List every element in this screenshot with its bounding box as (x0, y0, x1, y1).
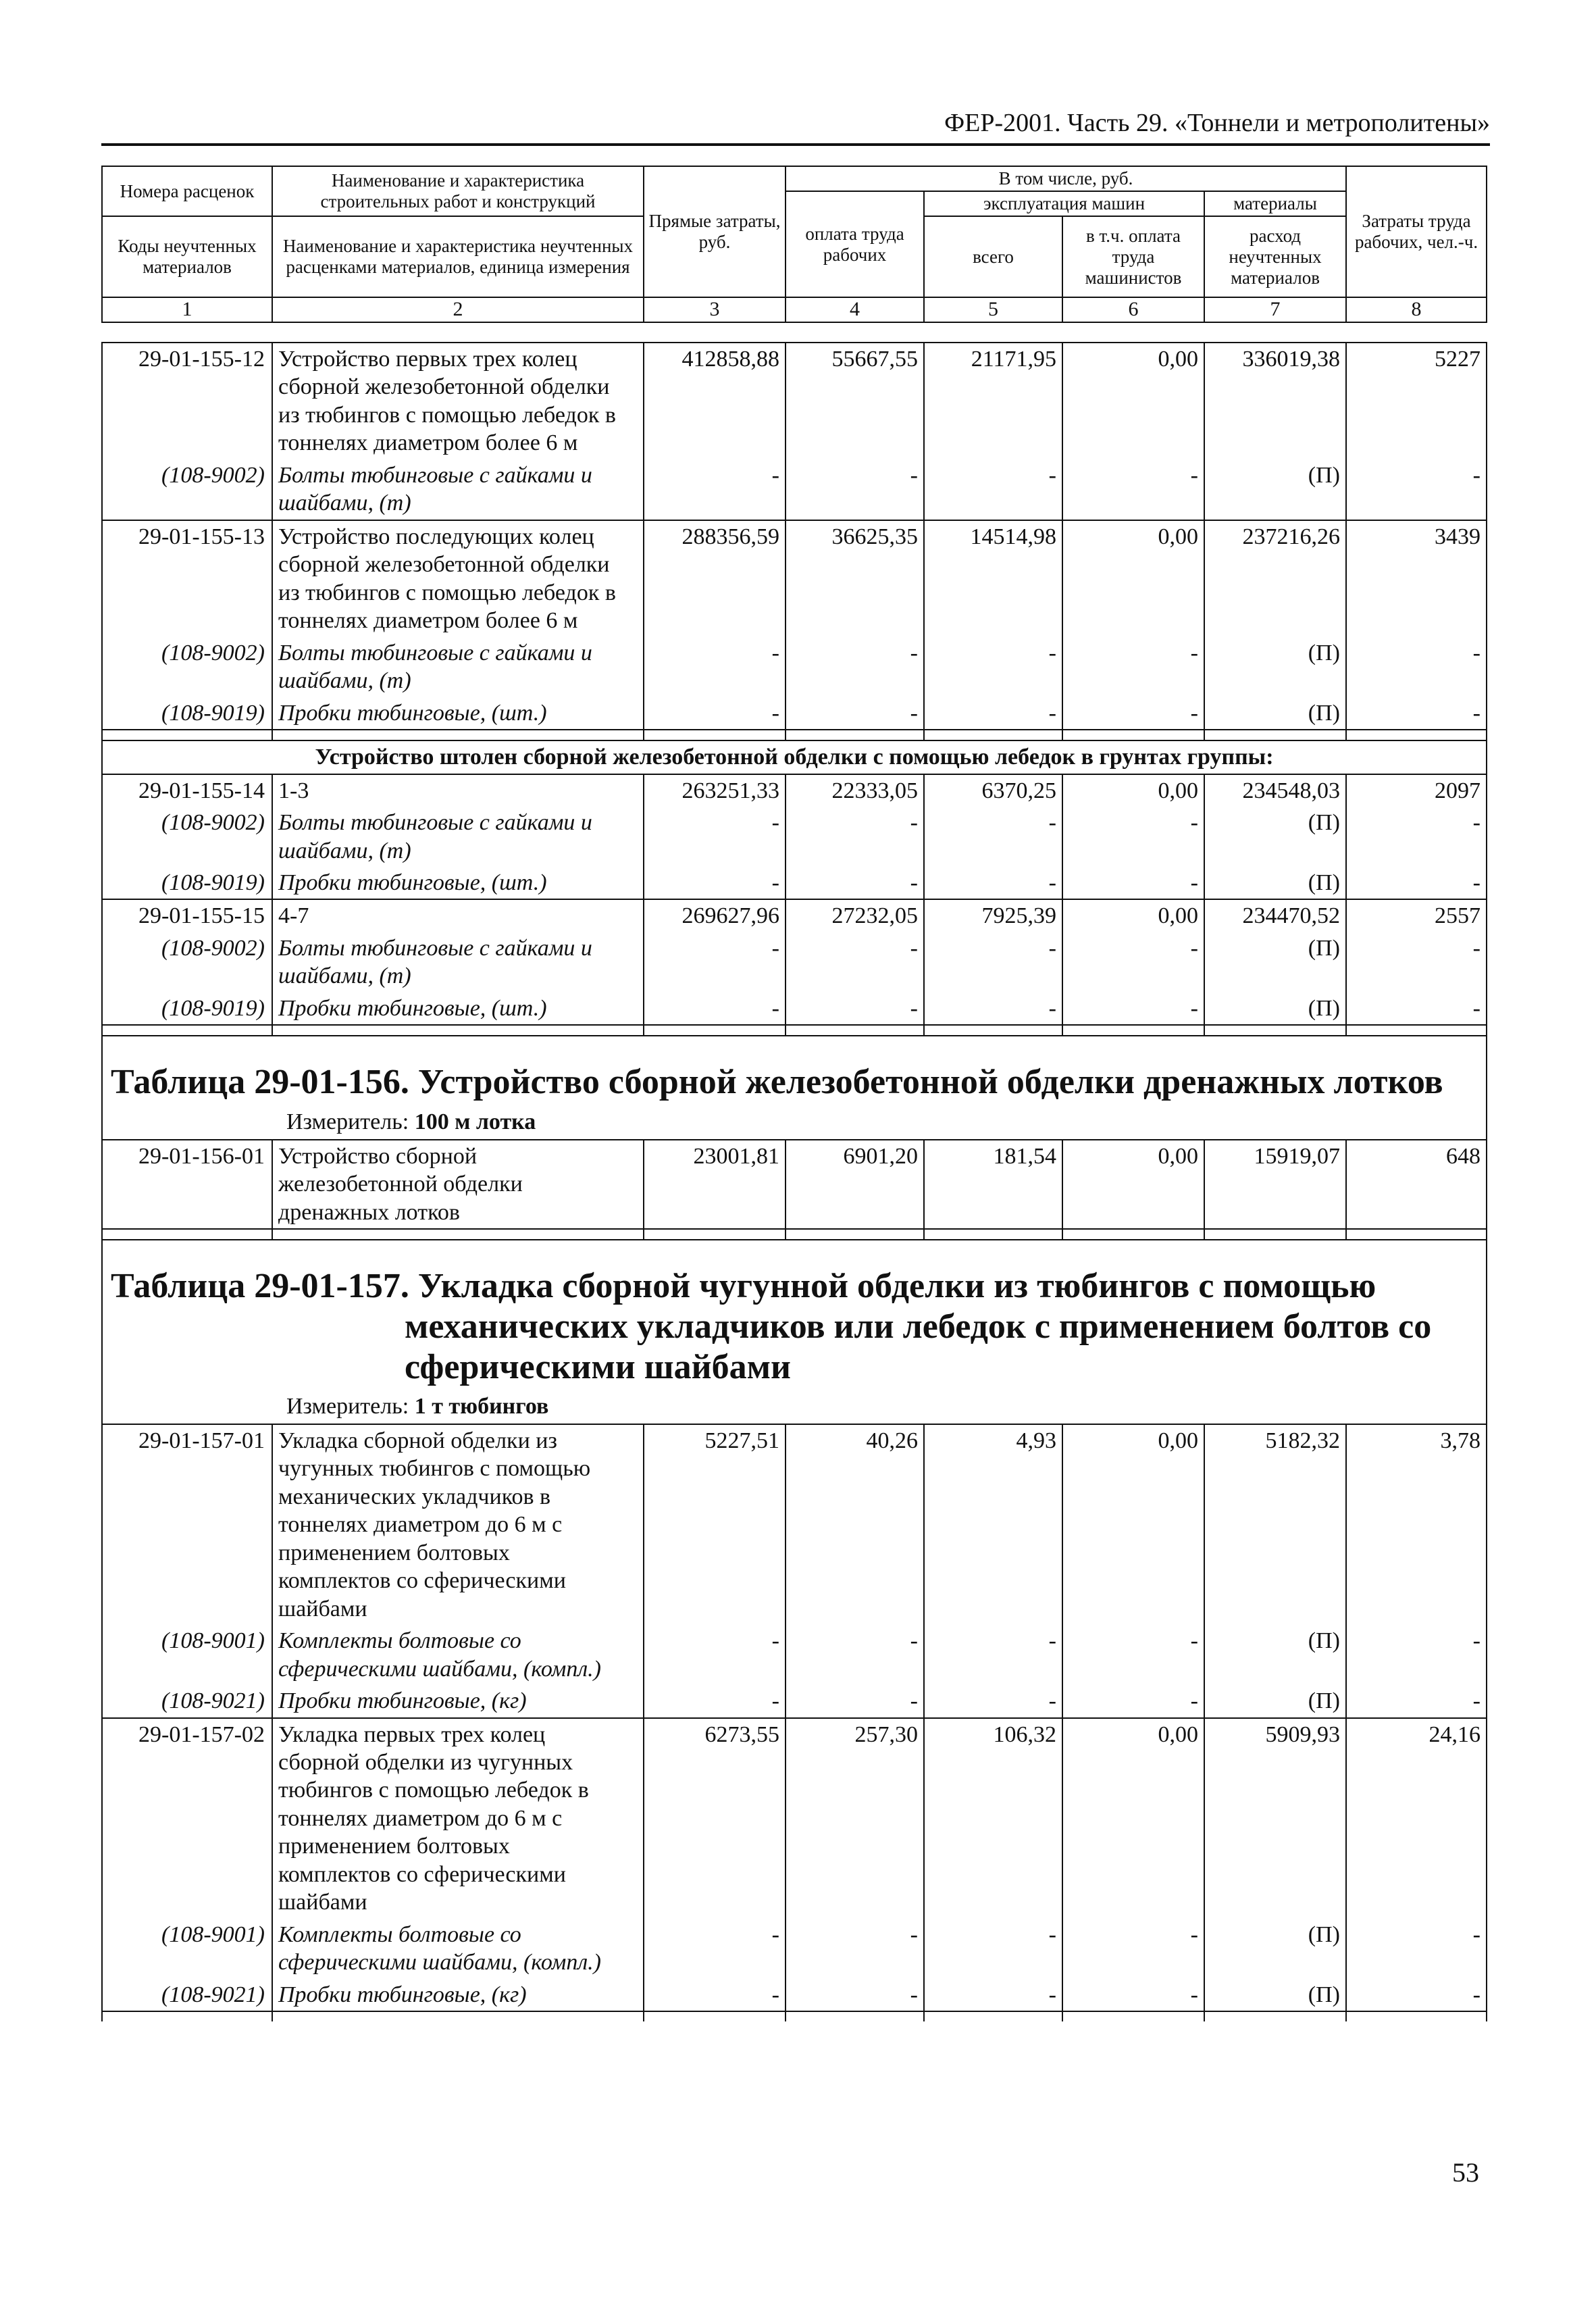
description-line: 4-7 (278, 903, 309, 929)
table-157-measure (103, 1391, 1486, 1423)
material-name (272, 637, 644, 697)
description-line: чугунных тюбингов с помощью (278, 1456, 591, 1482)
measure-value: 100 м лотка (414, 1109, 536, 1135)
work-description (272, 899, 644, 932)
section-heading: Устройство штолен сборной железобетонной обделки с помощью лебедок в грунтах группы: (102, 740, 1487, 774)
labor-pay-cell: 22333,05 (786, 774, 924, 807)
description-line: железобетонной обделки (278, 1172, 523, 1197)
work-description (272, 1424, 644, 1625)
table-row (102, 899, 1487, 932)
running-header: ФЕР-2001. Часть 29. «Тоннели и метрополитены» (101, 108, 1490, 146)
labor-hours-cell: 2557 (1346, 899, 1487, 932)
table-157-title-line: сферическими шайбами (405, 1347, 791, 1386)
direct-costs-cell: - (644, 1979, 786, 2011)
material-code: (108-9001) (102, 1919, 272, 1979)
machinists-pay-cell: - (1062, 1685, 1204, 1717)
direct-costs-cell: 23001,81 (644, 1140, 786, 1229)
material-name (272, 1919, 644, 1979)
material-code: (108-9002) (102, 807, 272, 867)
material-row (102, 867, 1487, 899)
machines-total-cell: - (924, 1625, 1062, 1685)
labor-pay-cell: - (786, 697, 924, 730)
machinists-pay-cell: 0,00 (1062, 774, 1204, 807)
materials-cell: 237216,26 (1204, 520, 1346, 637)
col-machines-header: эксплуатация машин (924, 191, 1204, 216)
description-line: комплектов со сферическими (278, 1861, 566, 1887)
direct-costs-cell: - (644, 1685, 786, 1717)
labor-pay-cell: - (786, 1919, 924, 1979)
labor-pay-cell: - (786, 459, 924, 520)
table-157-title (103, 1240, 1486, 1391)
machinists-pay-cell: - (1062, 697, 1204, 730)
description-line: Устройство первых трех колец (278, 347, 577, 372)
labor-pay-cell: 27232,05 (786, 899, 924, 932)
description-line: сферическими шайбами, (компл.) (278, 1950, 601, 1976)
table-row (102, 520, 1487, 637)
machinists-pay-cell: - (1062, 807, 1204, 867)
direct-costs-cell: - (644, 637, 786, 697)
materials-cell: (П) (1204, 637, 1346, 697)
material-row (102, 697, 1487, 730)
table-157-title-line: механических укладчиков или лебедок с применением болтов со (405, 1307, 1432, 1346)
machines-total-cell: 14514,98 (924, 520, 1062, 637)
machinists-pay-cell: - (1062, 867, 1204, 899)
machines-total-cell: 4,93 (924, 1424, 1062, 1625)
labor-pay-cell: - (786, 992, 924, 1025)
rates-table (101, 342, 1487, 2021)
machines-total-cell: - (924, 1979, 1062, 2011)
materials-cell: (П) (1204, 1919, 1346, 1979)
machinists-pay-cell: 0,00 (1062, 520, 1204, 637)
table-header (101, 166, 1487, 323)
table-row (102, 1424, 1487, 1625)
machinists-pay-cell: - (1062, 459, 1204, 520)
material-name (272, 697, 644, 730)
labor-hours-cell: - (1346, 1919, 1487, 1979)
labor-hours-cell: - (1346, 867, 1487, 899)
materials-cell: (П) (1204, 1979, 1346, 2011)
material-name (272, 459, 644, 520)
labor-hours-cell: - (1346, 992, 1487, 1025)
labor-hours-cell: 24,16 (1346, 1718, 1487, 1919)
rate-code: 29-01-155-14 (102, 774, 272, 807)
machines-total-cell: - (924, 807, 1062, 867)
col-labor-pay-header: оплата труда рабочих (786, 191, 924, 297)
description-line: Болты тюбинговые с гайками и (278, 810, 592, 836)
machinists-pay-cell: - (1062, 637, 1204, 697)
direct-costs-cell: - (644, 1919, 786, 1979)
labor-hours-cell: - (1346, 1685, 1487, 1717)
materials-cell: (П) (1204, 867, 1346, 899)
description-line: шайбами, (т) (278, 838, 411, 863)
machines-total-cell: - (924, 992, 1062, 1025)
machines-total-cell: - (924, 459, 1062, 520)
measure-value: 1 т тюбингов (414, 1394, 549, 1419)
work-description (272, 1140, 644, 1229)
labor-pay-cell: 6901,20 (786, 1140, 924, 1229)
description-line: сборной железобетонной обделки (278, 552, 610, 578)
labor-hours-cell: 648 (1346, 1140, 1487, 1229)
labor-hours-cell: - (1346, 1625, 1487, 1685)
labor-hours-cell: 5227 (1346, 343, 1487, 459)
col-unaccounted-codes-header: Коды неучтенных материалов (102, 216, 272, 297)
materials-cell: (П) (1204, 1685, 1346, 1717)
materials-cell: (П) (1204, 1625, 1346, 1685)
description-line: Болты тюбинговые с гайками и (278, 935, 592, 961)
direct-costs-cell: - (644, 807, 786, 867)
description-line: тоннелях диаметром более 6 м (278, 608, 578, 634)
material-code: (108-9002) (102, 637, 272, 697)
material-name (272, 932, 644, 992)
description-line: шайбами (278, 1890, 367, 1915)
measure-label: Измеритель: (286, 1394, 409, 1419)
description-line: применением болтовых (278, 1834, 510, 1859)
description-line: Болты тюбинговые с гайками и (278, 462, 592, 488)
material-name (272, 807, 644, 867)
col-number: 5 (924, 297, 1062, 322)
description-line: тоннелях диаметром более 6 м (278, 430, 578, 456)
labor-pay-cell: 36625,35 (786, 520, 924, 637)
col-number: 7 (1204, 297, 1346, 322)
material-code: (108-9001) (102, 1625, 272, 1685)
materials-cell: (П) (1204, 932, 1346, 992)
direct-costs-cell: 288356,59 (644, 520, 786, 637)
labor-pay-cell: - (786, 807, 924, 867)
rate-code: 29-01-155-13 (102, 520, 272, 637)
labor-hours-cell: 2097 (1346, 774, 1487, 807)
direct-costs-cell: - (644, 697, 786, 730)
labor-hours-cell: - (1346, 807, 1487, 867)
measure-label: Измеритель: (286, 1109, 409, 1135)
description-line: сборной железобетонной обделки (278, 374, 610, 400)
material-name (272, 1979, 644, 2011)
material-row (102, 992, 1487, 1025)
rate-code: 29-01-157-02 (102, 1718, 272, 1919)
machines-total-cell: 106,32 (924, 1718, 1062, 1919)
description-line: шайбами (278, 1596, 367, 1621)
description-line: комплектов со сферическими (278, 1568, 566, 1594)
table-156-title: Таблица 29-01-156. Устройство сборной железобетонной обделки дренажных лотков (111, 1063, 1443, 1102)
description-line: дренажных лотков (278, 1199, 460, 1225)
description-line: сборной обделки из чугунных (278, 1750, 573, 1775)
labor-hours-cell: - (1346, 637, 1487, 697)
machinists-pay-cell: - (1062, 1919, 1204, 1979)
labor-hours-cell: - (1346, 459, 1487, 520)
description-line: применением болтовых (278, 1540, 510, 1565)
labor-pay-cell: - (786, 637, 924, 697)
description-line: Пробки тюбинговые, (кг) (278, 1982, 527, 2007)
labor-hours-cell: - (1346, 697, 1487, 730)
col-labor-hours-header: Затраты труда рабочих, чел.-ч. (1346, 166, 1487, 297)
materials-cell: (П) (1204, 459, 1346, 520)
materials-cell: (П) (1204, 807, 1346, 867)
direct-costs-cell: 5227,51 (644, 1424, 786, 1625)
work-description (272, 343, 644, 459)
direct-costs-cell: - (644, 932, 786, 992)
material-name (272, 992, 644, 1025)
col-name-header: Наименование и характеристика строительных работ и конструкций (272, 166, 644, 216)
material-name (272, 1625, 644, 1685)
description-line: сферическими шайбами, (компл.) (278, 1656, 601, 1682)
machines-total-cell: 21171,95 (924, 343, 1062, 459)
direct-costs-cell: - (644, 459, 786, 520)
materials-cell: 336019,38 (1204, 343, 1346, 459)
col-machinists-pay-header: в т.ч. оплата труда машинистов (1062, 216, 1204, 297)
machines-total-cell: - (924, 637, 1062, 697)
machinists-pay-cell: - (1062, 1979, 1204, 2011)
col-number: 1 (102, 297, 272, 322)
col-machines-total-header: всего (924, 216, 1062, 297)
materials-cell: (П) (1204, 992, 1346, 1025)
work-description (272, 774, 644, 807)
labor-pay-cell: 40,26 (786, 1424, 924, 1625)
description-line: Пробки тюбинговые, (шт.) (278, 995, 547, 1021)
description-line: Пробки тюбинговые, (кг) (278, 1688, 527, 1714)
labor-pay-cell: - (786, 1685, 924, 1717)
material-code: (108-9019) (102, 867, 272, 899)
col-number: 8 (1346, 297, 1487, 322)
work-description (272, 520, 644, 637)
description-line: Укладка первых трех колец (278, 1721, 546, 1747)
rate-code: 29-01-157-01 (102, 1424, 272, 1625)
rate-code: 29-01-155-12 (102, 343, 272, 459)
material-name (272, 1685, 644, 1717)
col-materials-consumption-header: расход неучтенных материалов (1204, 216, 1346, 297)
description-line: из тюбингов с помощью лебедок в (278, 402, 616, 428)
description-line: Пробки тюбинговые, (шт.) (278, 870, 547, 895)
description-line: Комплекты болтовые со (278, 1921, 521, 1947)
labor-hours-cell: - (1346, 1979, 1487, 2011)
material-row (102, 1625, 1487, 1685)
labor-hours-cell: - (1346, 932, 1487, 992)
col-number: 4 (786, 297, 924, 322)
col-number: 6 (1062, 297, 1204, 322)
machines-total-cell: 181,54 (924, 1140, 1062, 1229)
description-line: 1-3 (278, 778, 309, 803)
description-line: Комплекты болтовые со (278, 1628, 521, 1654)
description-line: из тюбингов с помощью лебедок в (278, 580, 616, 605)
direct-costs-cell: 269627,96 (644, 899, 786, 932)
labor-pay-cell: - (786, 1979, 924, 2011)
materials-cell: (П) (1204, 697, 1346, 730)
col-direct-costs-header: Прямые затраты, руб. (644, 166, 786, 297)
machines-total-cell: - (924, 867, 1062, 899)
labor-hours-cell: 3439 (1346, 520, 1487, 637)
table-row (102, 1140, 1487, 1229)
machinists-pay-cell: 0,00 (1062, 1140, 1204, 1229)
labor-pay-cell: 257,30 (786, 1718, 924, 1919)
direct-costs-cell: 6273,55 (644, 1718, 786, 1919)
material-code: (108-9021) (102, 1685, 272, 1717)
description-line: Болты тюбинговые с гайками и (278, 640, 592, 665)
machinists-pay-cell: - (1062, 932, 1204, 992)
labor-pay-cell: 55667,55 (786, 343, 924, 459)
description-line: тюбингов с помощью лебедок в (278, 1778, 589, 1803)
machines-total-cell: - (924, 1685, 1062, 1717)
direct-costs-cell: 263251,33 (644, 774, 786, 807)
materials-cell: 5909,93 (1204, 1718, 1346, 1919)
col-number: 2 (272, 297, 644, 322)
machines-total-cell: - (924, 932, 1062, 992)
col-code-header: Номера расценок (102, 166, 272, 216)
machinists-pay-cell: - (1062, 992, 1204, 1025)
table-row (102, 343, 1487, 459)
direct-costs-cell: - (644, 992, 786, 1025)
material-code: (108-9021) (102, 1979, 272, 2011)
direct-costs-cell: 412858,88 (644, 343, 786, 459)
labor-pay-cell: - (786, 867, 924, 899)
description-line: механических укладчиков в (278, 1484, 551, 1509)
material-row (102, 1685, 1487, 1717)
machinists-pay-cell: 0,00 (1062, 1424, 1204, 1625)
machines-total-cell: - (924, 1919, 1062, 1979)
materials-cell: 5182,32 (1204, 1424, 1346, 1625)
description-line: Устройство сборной (278, 1143, 478, 1169)
labor-hours-cell: 3,78 (1346, 1424, 1487, 1625)
description-line: шайбами, (т) (278, 963, 411, 989)
col-number: 3 (644, 297, 786, 322)
table-156-measure (103, 1107, 1486, 1138)
material-row (102, 459, 1487, 520)
machinists-pay-cell: 0,00 (1062, 343, 1204, 459)
material-row (102, 932, 1487, 992)
table-row (102, 1718, 1487, 1919)
material-code: (108-9019) (102, 992, 272, 1025)
table-row (102, 774, 1487, 807)
material-code: (108-9002) (102, 459, 272, 520)
machines-total-cell: 7925,39 (924, 899, 1062, 932)
description-line: шайбами, (т) (278, 668, 411, 694)
machinists-pay-cell: - (1062, 1625, 1204, 1685)
material-row (102, 637, 1487, 697)
col-including-header: В том числе, руб. (786, 166, 1346, 191)
material-row (102, 807, 1487, 867)
description-line: шайбами, (т) (278, 491, 411, 516)
rate-code: 29-01-155-15 (102, 899, 272, 932)
machinists-pay-cell: 0,00 (1062, 899, 1204, 932)
description-line: тоннелях диаметром до 6 м с (278, 1805, 563, 1831)
col-unaccounted-names-header: Наименование и характеристика неучтенных расценками материалов, единица измерения (272, 216, 644, 297)
col-materials-header: материалы (1204, 191, 1346, 216)
machines-total-cell: 6370,25 (924, 774, 1062, 807)
material-row (102, 1979, 1487, 2011)
machinists-pay-cell: 0,00 (1062, 1718, 1204, 1919)
machines-total-cell: - (924, 697, 1062, 730)
description-line: Укладка сборной обделки из (278, 1428, 557, 1453)
description-line: Пробки тюбинговые, (шт.) (278, 700, 547, 726)
page-number: 53 (1452, 2157, 1479, 2188)
rate-code: 29-01-156-01 (102, 1140, 272, 1229)
direct-costs-cell: - (644, 1625, 786, 1685)
materials-cell: 234470,52 (1204, 899, 1346, 932)
labor-pay-cell: - (786, 932, 924, 992)
material-name (272, 867, 644, 899)
work-description (272, 1718, 644, 1919)
description-line: тоннелях диаметром до 6 м с (278, 1512, 563, 1538)
materials-cell: 15919,07 (1204, 1140, 1346, 1229)
material-code: (108-9002) (102, 932, 272, 992)
materials-cell: 234548,03 (1204, 774, 1346, 807)
table-157-title-line: Таблица 29-01-157. Укладка сборной чугунной обделки из тюбингов с помощью (111, 1266, 1376, 1305)
description-line: Устройство последующих колец (278, 524, 594, 549)
labor-pay-cell: - (786, 1625, 924, 1685)
direct-costs-cell: - (644, 867, 786, 899)
material-row (102, 1919, 1487, 1979)
material-code: (108-9019) (102, 697, 272, 730)
